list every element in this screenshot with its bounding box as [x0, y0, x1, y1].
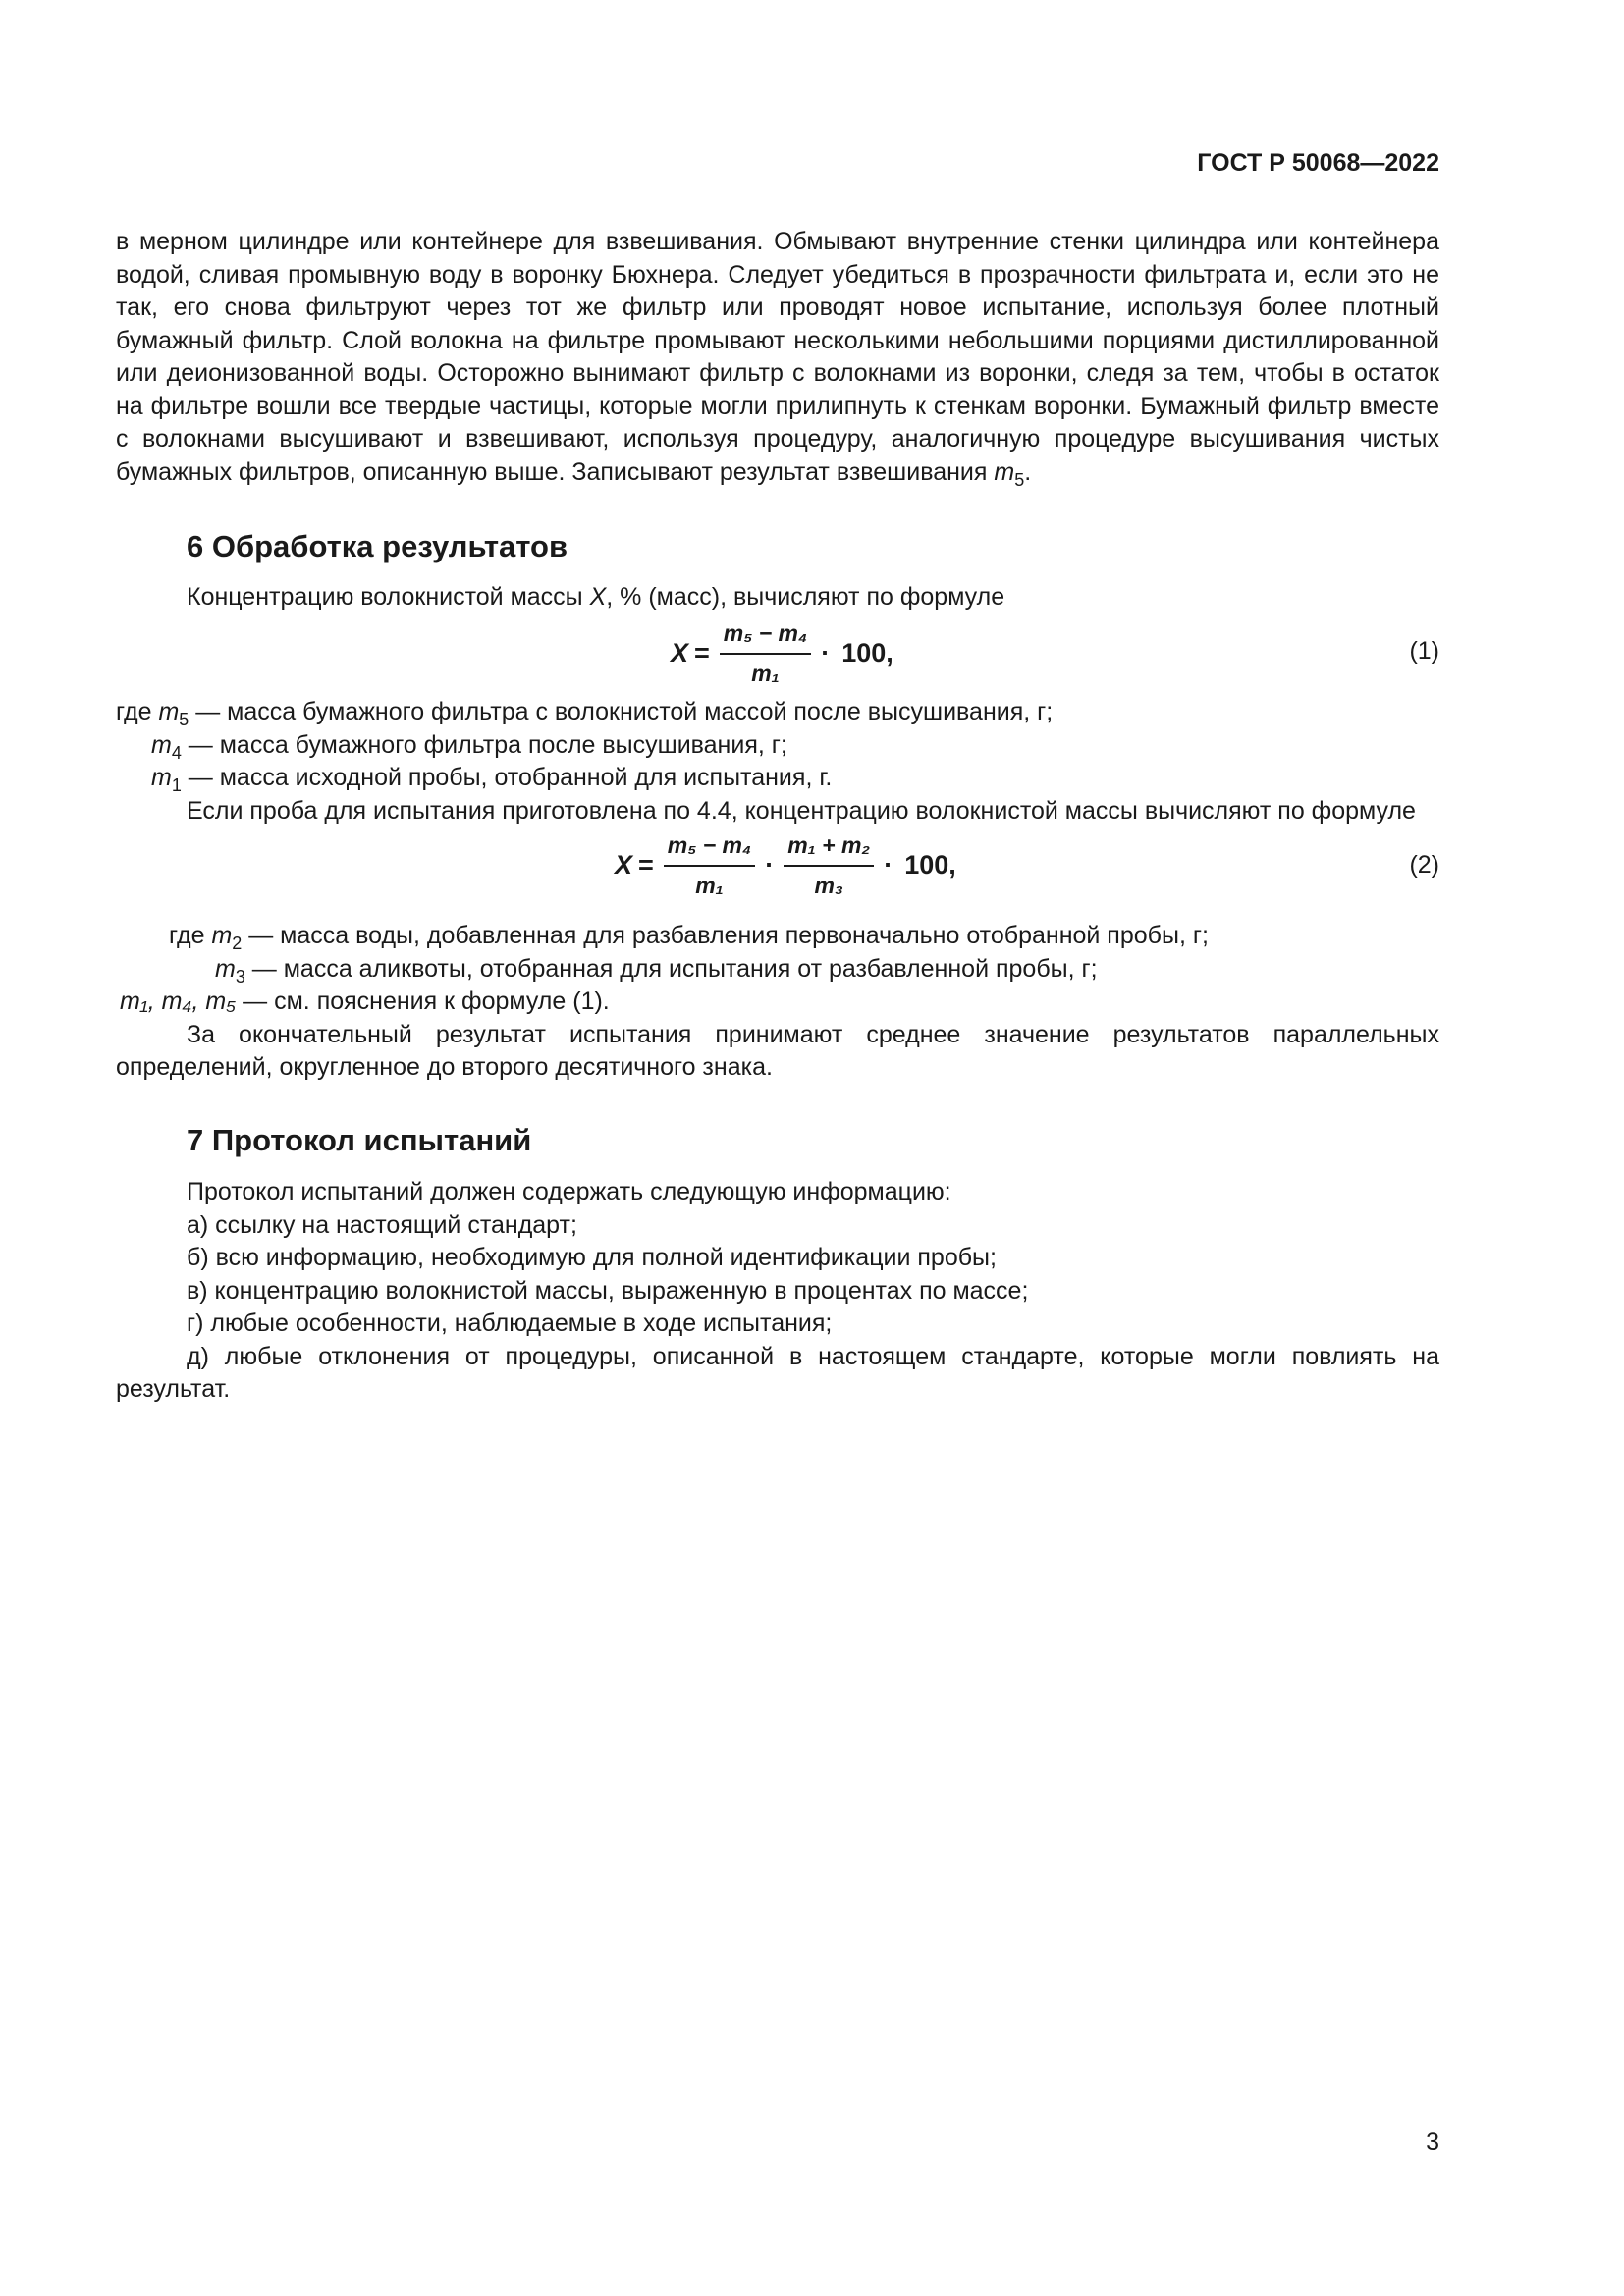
protocol-item: г) любые особенности, наблюдаемые в ходе испытания;: [187, 1309, 833, 1337]
formula-2-denominator-2: m₃: [814, 872, 843, 898]
symbol: m: [151, 730, 172, 759]
section-6-para-if: Если проба для испытания приготовлена по 4.4, концентрацию волокнистой массы вычисляют по формуле: [187, 796, 1416, 825]
where-list-1: [116, 696, 1439, 795]
formula-2-dot-1: ·: [765, 850, 775, 881]
formula-2-equals: =: [638, 850, 654, 881]
section-7-lead: Протокол испытаний должен содержать следующую информацию:: [187, 1178, 951, 1205]
formula-1-tail: 100,: [841, 638, 893, 668]
formula-1: [116, 614, 1439, 696]
where-2-line-2: $m_3$ — масса аликвоты, отобранная для испытания от разбавленной пробы, г;: [215, 954, 1098, 987]
formula-2: [116, 828, 1439, 920]
formula-2-fraction-1: [664, 829, 755, 902]
lead-variable: X: [589, 582, 607, 611]
section-7-heading: 7 Протокол испытаний: [187, 1122, 532, 1157]
formula-2-denominator-1: m₁: [695, 872, 724, 898]
intro-symbol-sub: 5: [1014, 469, 1025, 490]
symbol: m: [211, 922, 233, 949]
protocol-item: в) концентрацию волокнистой массы, выраженную в процентах по массе;: [187, 1276, 1029, 1305]
section-6-lead: Концентрацию волокнистой массы X, % (масс), вычисляют по формуле: [187, 582, 1005, 611]
formula-1-lhs: X: [671, 638, 689, 668]
page-number: 3: [1426, 2128, 1439, 2156]
where-list-2: [116, 920, 1439, 1019]
formula-2-lhs: X: [615, 850, 633, 881]
section-6-final: За окончательный результат испытания принимают среднее значение результатов параллельных определений, округленное до второго десятичного знака.: [116, 1020, 1439, 1081]
formula-2-numerator-1: m₅ − m₄: [664, 829, 755, 867]
formula-2-tail: 100,: [904, 850, 956, 881]
formula-1-equals: =: [694, 638, 710, 668]
formula-1-expression: [671, 617, 893, 690]
where-2-line-3: m₁, m₄, m₅ — см. пояснения к формуле (1).: [120, 988, 610, 1015]
intro-paragraph: [116, 226, 1439, 489]
formula-2-numerator-2: m₁ + m₂: [784, 829, 874, 867]
formula-2-expression: [615, 829, 956, 902]
intro-symbol: m: [994, 457, 1015, 486]
symbol: m: [158, 698, 180, 725]
protocol-item: д) любые отклонения от процедуры, описанной в настоящем стандарте, которые могли повлиять на результат.: [116, 1342, 1439, 1403]
formula-1-dot: ·: [821, 638, 831, 668]
standard-code: ГОСТ Р 50068—2022: [1197, 149, 1439, 177]
intro-end: .: [1024, 457, 1032, 486]
formula-2-number: (2): [1409, 851, 1439, 879]
symbol: m: [215, 954, 236, 983]
intro-text: в мерном цилиндре или контейнере для взвешивания. Обмывают внутренние стенки цилиндра или контейнера водой, сливая промывную воду в воронку Бюхнера. Следует убедиться в прозрачности фильтрата и, если это не так, его снова фильтруют через тот же фильтр или проводят новое испытание, используя более плотный бумажный фильтр. Слой волокна на фильтре промывают несколькими небольшими порциями дистиллированной или деионизованной воды. Осторожно вынимают фильтр с волокнами из воронки, следя за тем, чтобы в остаток на фильтре вошли все твердые частицы, которые могли прилипнуть к стенкам воронки. Бумажный фильтр вместе с волокнами высушивают и взвешивают, используя процедуру, аналогичную процедуре высушивания чистых бумажных фильтров, описанную выше. Записывают результат взвешивания: [116, 228, 1439, 486]
where-2-line-1: где $m_2$ — масса воды, добавленная для разбавления первоначально отобранной пробы, г;: [169, 922, 1209, 953]
section-6-heading: 6 Обработка результатов: [187, 529, 568, 563]
symbol: m: [151, 764, 172, 791]
symbol-list: m₁, m₄, m₅: [120, 988, 237, 1015]
where-1-line-1: где $m_5$ — масса бумажного фильтра с волокнистой массой после высушивания, г;: [116, 698, 1054, 729]
protocol-item: а) ссылку на настоящий стандарт;: [187, 1210, 577, 1239]
page-content: [116, 226, 1439, 1407]
formula-1-numerator: m₅ − m₄: [720, 617, 811, 655]
formula-1-fraction: [720, 617, 811, 690]
where-1-line-3: $m_1$ — масса исходной пробы, отобранной для испытания, г.: [151, 764, 833, 795]
formula-1-number: (1): [1409, 637, 1439, 665]
formula-2-fraction-2: [784, 829, 874, 902]
where-1-line-2: $m_4$ — масса бумажного фильтра после высушивания, г;: [151, 730, 787, 763]
protocol-item: б) всю информацию, необходимую для полной идентификации пробы;: [187, 1244, 997, 1271]
formula-1-denominator: m₁: [751, 660, 780, 686]
formula-2-dot-2: ·: [884, 850, 893, 881]
